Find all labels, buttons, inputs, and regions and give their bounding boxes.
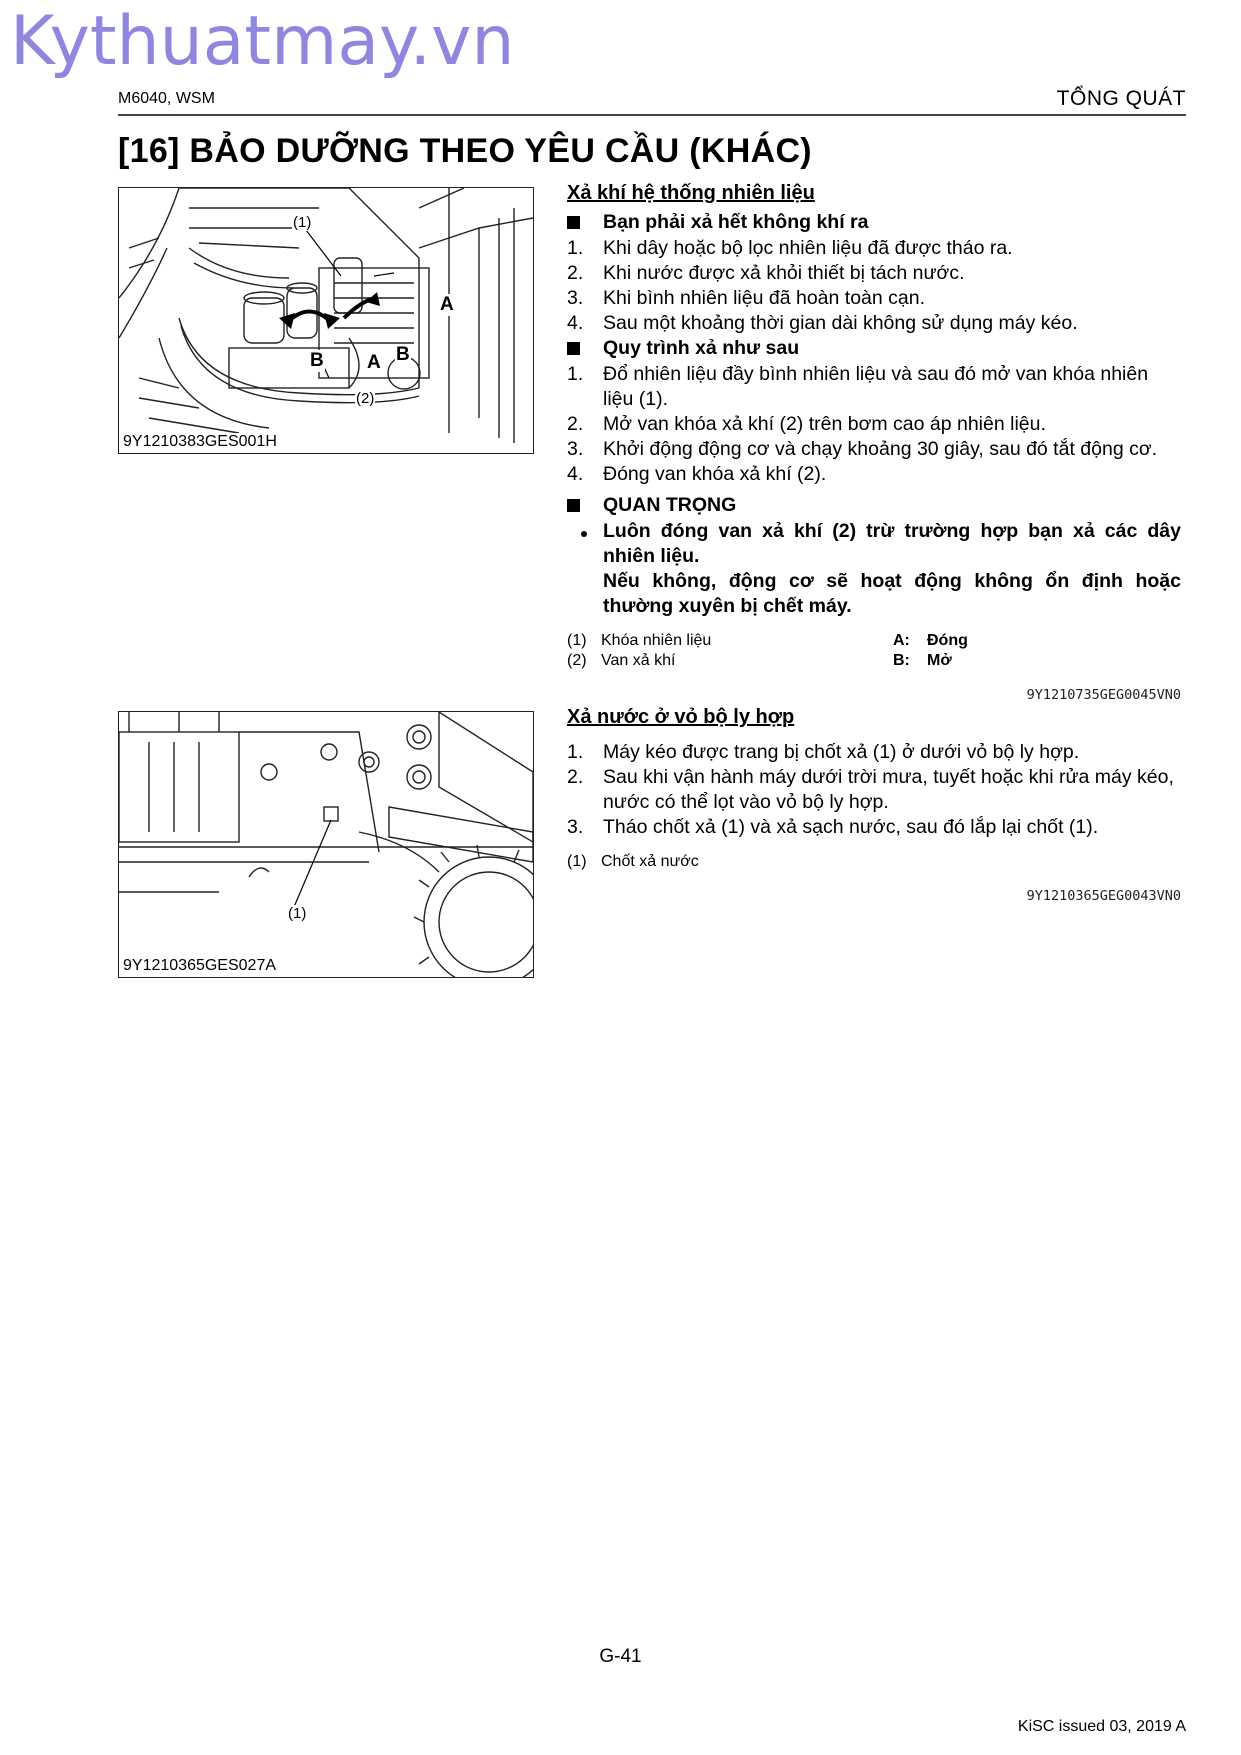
list-item: 1. Khi dây hoặc bộ lọc nhiên liệu đã được tháo ra. (567, 237, 1013, 259)
square-bullet-icon (567, 499, 580, 512)
clutch-housing-drawing (119, 712, 533, 977)
list-item: 3. Khởi động động cơ và chạy khoảng 30 giây, sau đó tắt động cơ. (567, 438, 1158, 460)
list-item: 2. Khi nước được xả khỏi thiết bị tách nước. (567, 262, 965, 284)
list-item: 1. Đổ nhiên liệu đầy bình nhiên liệu và sau đó mở van khóa nhiên liệu (1). (567, 363, 1149, 410)
square-bullet-icon (567, 216, 580, 229)
section2-legend: (1) Chốt xả nước (567, 853, 699, 870)
page-number: G-41 (599, 1646, 642, 1667)
fuel-system-drawing (119, 188, 533, 453)
bullet-icon (581, 531, 587, 537)
important-heading: QUAN TRỌNG (567, 493, 1181, 519)
section1-subheading-2: Quy trình xả như sau (567, 336, 1181, 362)
watermark: Kythuatmay.vn (10, 2, 515, 81)
square-bullet-icon (567, 342, 580, 355)
figure1-label-b-right: B (396, 344, 410, 365)
section-fuel-bleeding (567, 181, 1181, 708)
list-item: 4. Sau một khoảng thời gian dài không sử dụng máy kéo. (567, 312, 1078, 334)
section1-code: 9Y1210735GEG0045VN0 (1026, 687, 1181, 703)
section-clutch-drain (567, 705, 1181, 909)
figure2-caption: 9Y1210365GES027A (123, 957, 279, 975)
figure2-label-1: (1) (288, 905, 307, 922)
figure1-label-b-left: B (310, 350, 324, 371)
important-note: Luôn đóng van xả khí (2) trừ trường hợp bạn xả các dây nhiên liệu. Nếu không, động cơ sẽ hoạt động không ổn định hoặc thường xuyên bị chết máy. (567, 519, 1181, 619)
list-item: 4. Đóng van khóa xả khí (2). (567, 463, 827, 485)
figure1-label-a-top: A (440, 294, 454, 315)
section1-subheading-1: Bạn phải xả hết không khí ra (567, 210, 1181, 236)
figure1-label-a-mid: A (367, 352, 381, 373)
section1-legend: (1) Khóa nhiên liệu A: Đóng (2) Van xả khí B: Mở (567, 632, 968, 669)
page-title: [16] BẢO DƯỠNG THEO YÊU CẦU (KHÁC) (118, 132, 812, 170)
section2-code: 9Y1210365GEG0043VN0 (1026, 888, 1181, 904)
figure-fuel-system (118, 187, 534, 454)
list-item: 1. Máy kéo được trang bị chốt xả (1) ở dưới vỏ bộ ly hợp. (567, 741, 1080, 763)
list-item: 3. Khi bình nhiên liệu đã hoàn toàn cạn. (567, 287, 926, 309)
header-model: M6040, WSM (118, 90, 215, 107)
list-item: 2. Mở van khóa xả khí (2) trên bơm cao áp nhiên liệu. (567, 413, 1046, 435)
header-rule (118, 114, 1186, 116)
figure1-caption: 9Y1210383GES001H (123, 433, 280, 451)
section2-heading: Xả nước ở vỏ bộ ly hợp (567, 706, 795, 728)
header-section: TỔNG QUÁT (1056, 87, 1186, 110)
issued-note: KiSC issued 03, 2019 A (1017, 1718, 1186, 1735)
list-item: 3. Tháo chốt xả (1) và xả sạch nước, sau đó lắp lại chốt (1). (567, 816, 1099, 838)
section1-heading: Xả khí hệ thống nhiên liệu (567, 182, 815, 204)
figure1-label-2: (2) (356, 390, 375, 407)
figure-clutch-housing (118, 711, 534, 978)
figure1-label-1: (1) (293, 214, 312, 231)
list-item: 2. Sau khi vận hành máy dưới trời mưa, tuyết hoặc khi rửa máy kéo, nước có thể lọt vào vỏ bộ ly hợp. (567, 766, 1174, 813)
